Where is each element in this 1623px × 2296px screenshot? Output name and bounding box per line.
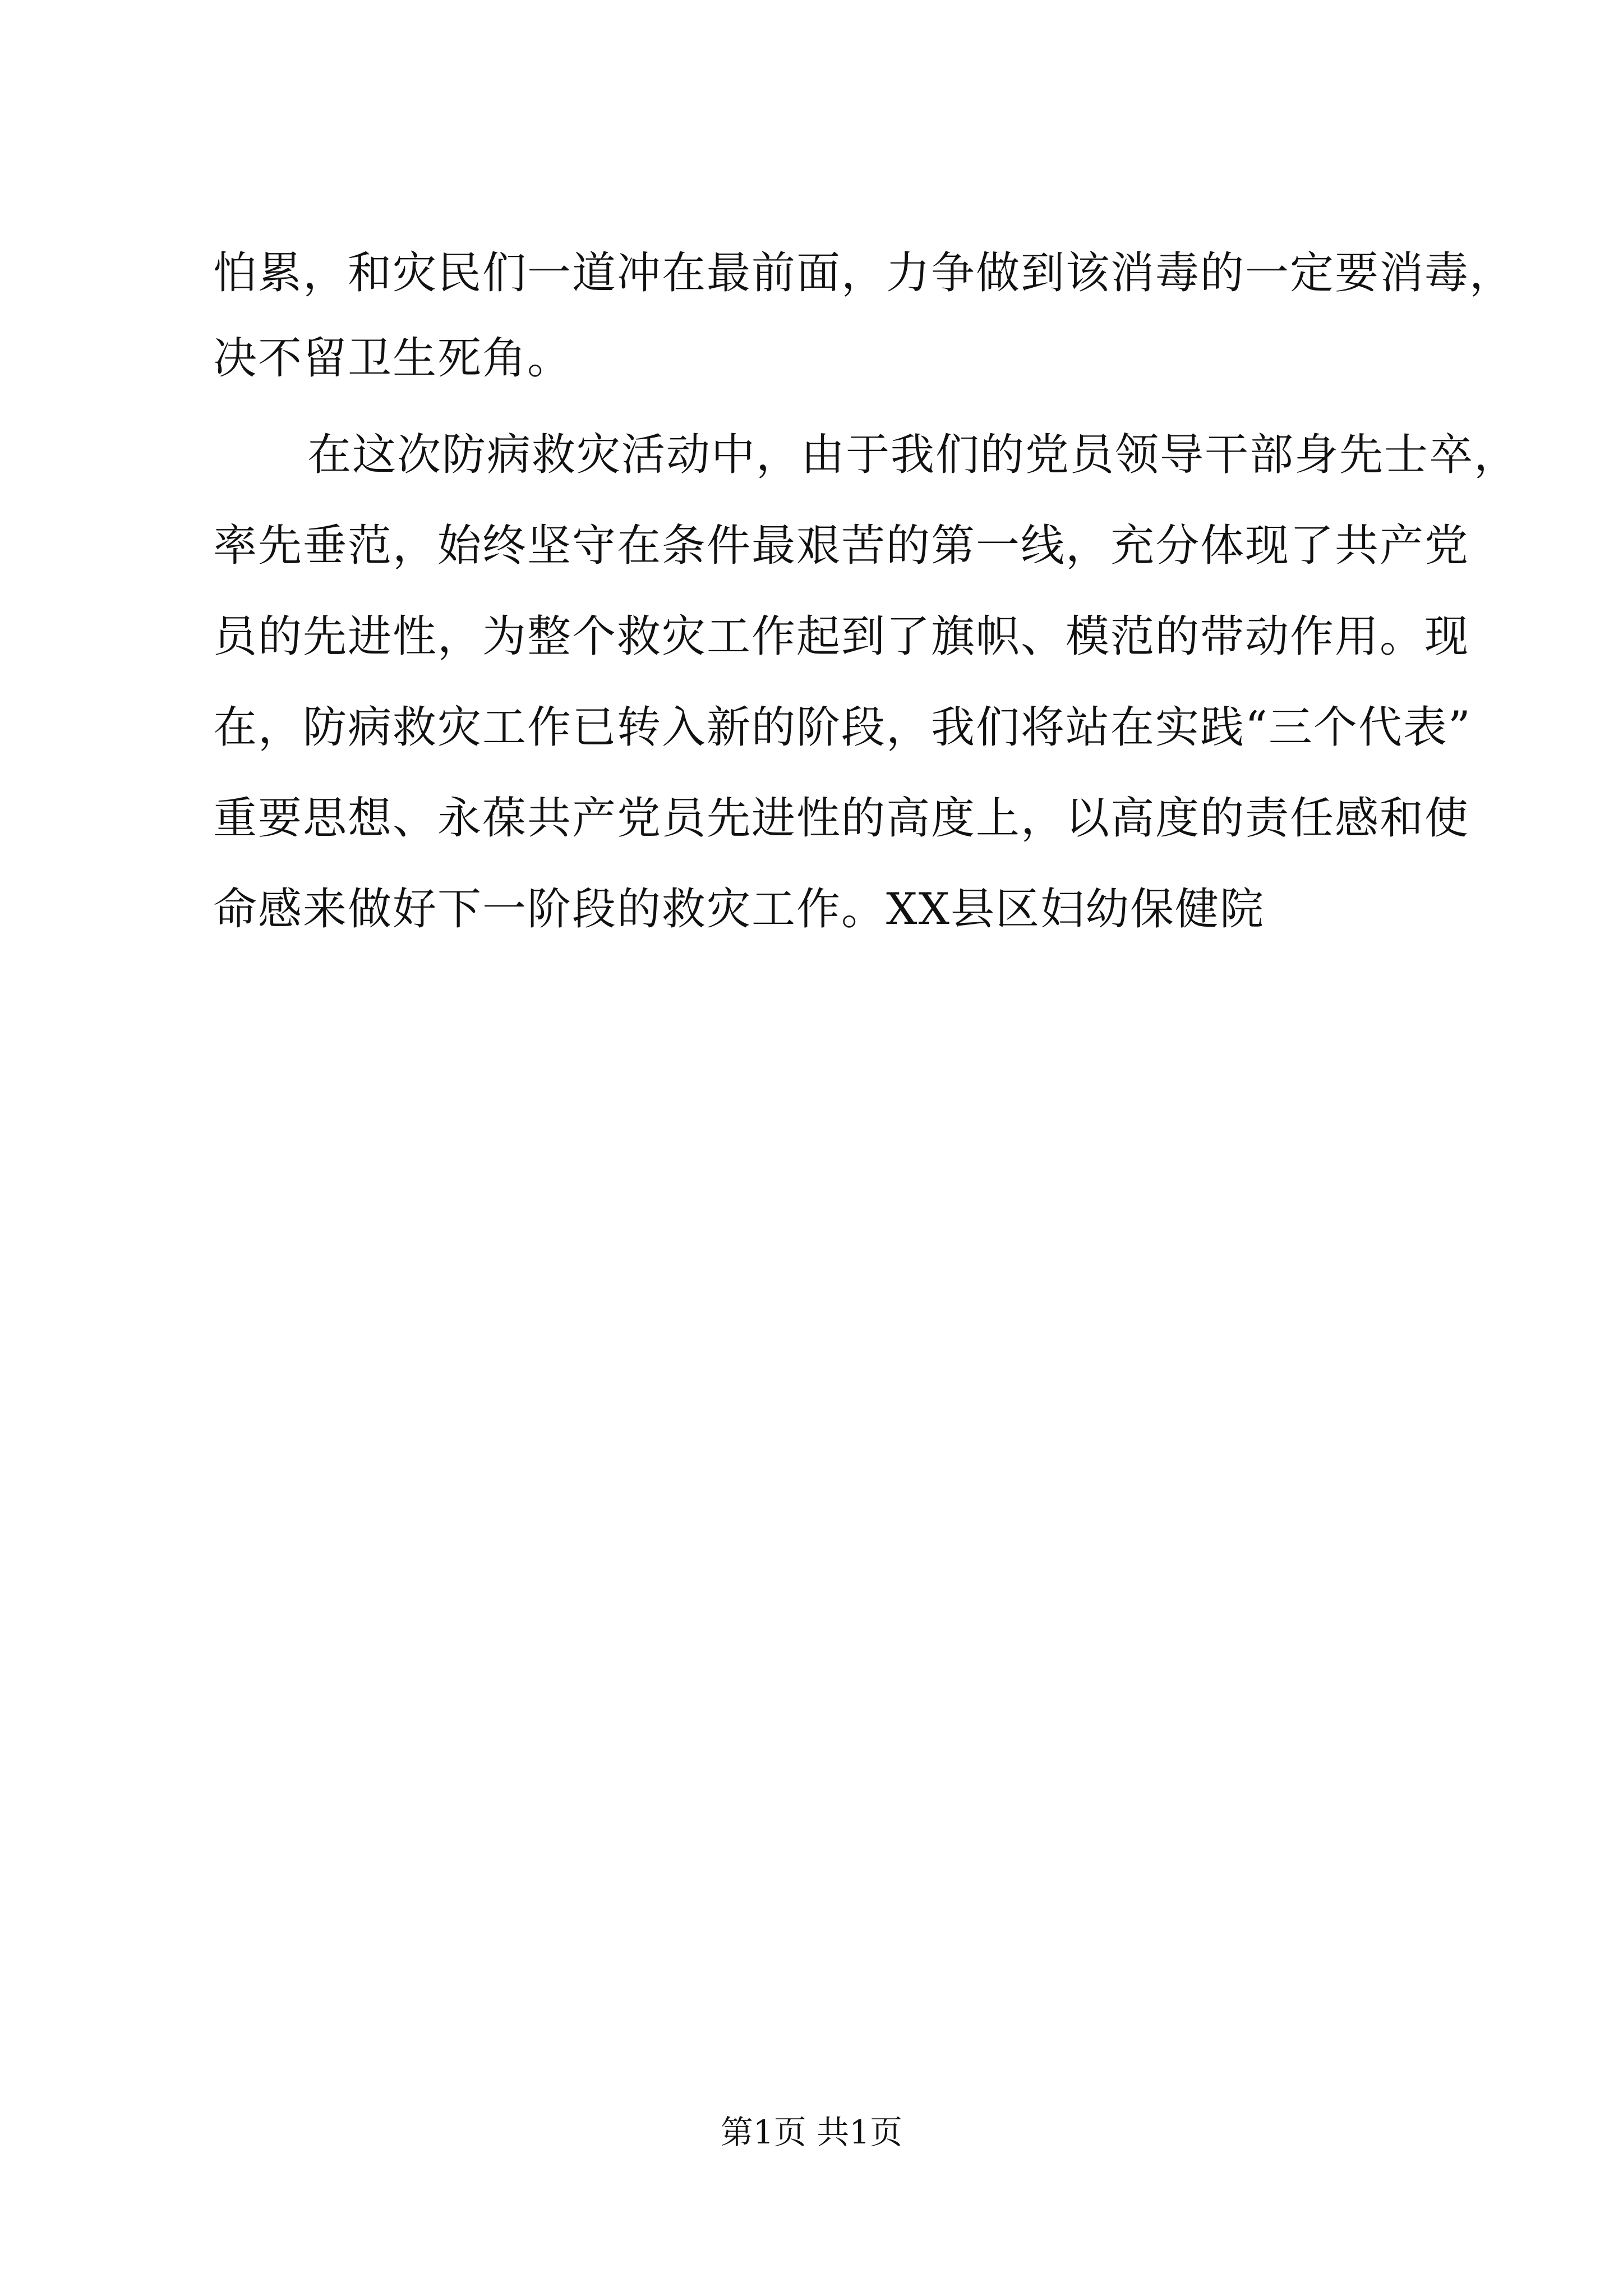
page-footer: 第1页 共1页 xyxy=(720,2113,903,2151)
paragraph-line-8: 命感来做好下一阶段的救灾工作。XX县区妇幼保健院 xyxy=(213,884,1265,935)
paragraph-line-2: 决不留卫生死角。 xyxy=(213,333,573,384)
paragraph-line-4: 率先垂范，始终坚守在条件最艰苦的第一线，充分体现了共产党 xyxy=(213,521,1470,571)
paragraph-line-3: 在这次防病救灾活动中，由于我们的党员领导干部身先士卒， xyxy=(307,430,1519,480)
paragraph-line-1: 怕累，和灾民们一道冲在最前面，力争做到该消毒的一定要消毒， xyxy=(213,248,1515,298)
paragraph-line-7: 重要思想、永葆共产党员先进性的高度上，以高度的责任感和使 xyxy=(213,793,1470,844)
paragraph-line-6: 在，防病救灾工作已转入新的阶段，我们将站在实践“三个代表” xyxy=(213,702,1472,753)
paragraph-line-5: 员的先进性，为整个救灾工作起到了旗帜、模范的带动作用。现 xyxy=(213,611,1470,662)
